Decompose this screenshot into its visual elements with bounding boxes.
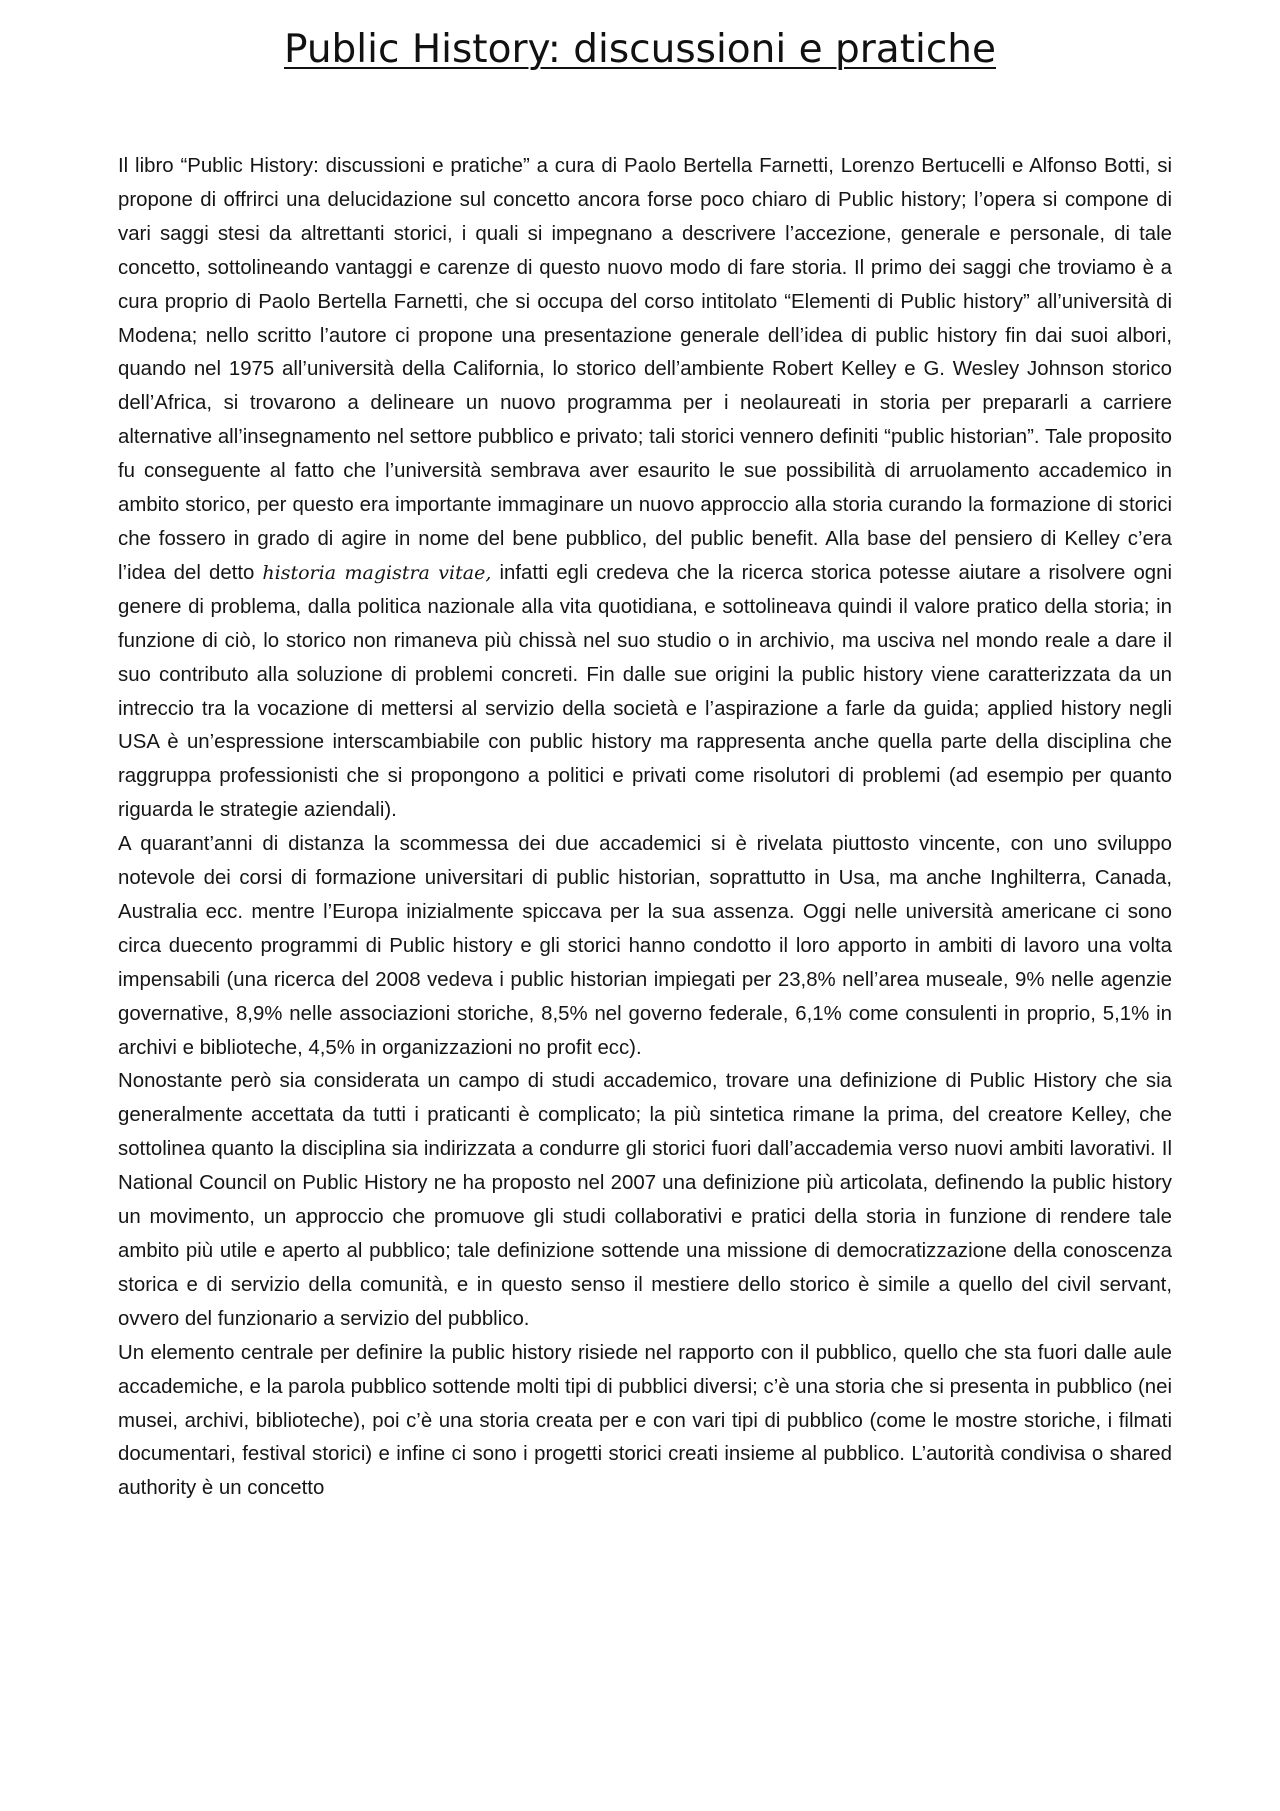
- paragraph-1-text-end: infatti egli credeva che la ricerca storica potesse aiutare a risolvere ogni genere di problema, dalla politica nazionale alla vita quotidiana, e sottolineava quindi il valore pratico della storia; in funzione di ciò, lo storico non rimaneva più chissà nel suo studio o in archivio, ma usciva nel mondo reale a dare il suo contributo alla soluzione di problemi concreti. Fin dalle sue origini la public history viene caratterizzata da un intreccio tra la vocazione di mettersi al servizio della società e l’aspirazione a farle da guida; applied history negli USA è un’espressione interscambiabile con public history ma rappresenta anche quella parte della disciplina che raggruppa professionisti che si propongono a politici e privati come risolutori di problemi (ad esempio per quanto riguarda le strategie aziendali).: [118, 561, 1172, 822]
- paragraph-1: [118, 150, 1172, 828]
- document-body: [118, 150, 1172, 1506]
- paragraph-4: Un elemento centrale per definire la public history risiede nel rapporto con il pubblico, quello che sta fuori dalle aule accademiche, e la parola pubblico sottende molti tipi di pubblici diversi; c’è una storia che si presenta in pubblico (nei musei, archivi, biblioteche), poi c’è una storia creata per e con vari tipi di pubblico (come le mostre storiche, i filmati documentari, festival storici) e infine ci sono i progetti storici creati insieme al pubblico. L’autorità condivisa o shared authority è un concetto: [118, 1341, 1172, 1500]
- paragraph-3: Nonostante però sia considerata un campo di studi accademico, trovare una definizione di Public History che sia generalmente accettata da tutti i praticanti è complicato; la più sintetica rimane la prima, del creatore Kelley, che sottolinea quanto la disciplina sia indirizzata a condurre gli storici fuori dall’accademia verso nuovi ambiti lavorativi. Il National Council on Public History ne ha proposto nel 2007 una definizione più articolata, definendo la public history un movimento, un approccio che promuove gli studi collaborativi e pratici della storia in funzione di rendere tale ambito più utile e aperto al pubblico; tale definizione sottende una missione di democratizzazione della conoscenza storica e di servizio della comunità, e in questo senso il mestiere dello storico è simile a quello del civil servant, ovvero del funzionario a servizio del pubblico.: [118, 1070, 1172, 1330]
- page-title: Public History: discussioni e pratiche: [284, 27, 996, 72]
- paragraph-2: A quarant’anni di distanza la scommessa dei due accademici si è rivelata piuttosto vincente, con uno sviluppo notevole dei corsi di formazione universitari di public historian, soprattutto in Usa, ma anche Inghilterra, Canada, Australia ecc. mentre l’Europa inizialmente spiccava per la sua assenza. Oggi nelle università americane ci sono circa duecento programmi di Public history e gli storici hanno condotto il loro apporto in ambiti di lavoro una volta impensabili (una ricerca del 2008 vedeva i public historian impiegati per 23,8% nell’area museale, 9% nelle agenzie governative, 8,9% nelle associazioni storiche, 8,5% nel governo federale, 6,1% come consulenti in proprio, 5,1% in archivi e biblioteche, 4,5% in organizzazioni no profit ecc).: [118, 833, 1172, 1059]
- paragraph-1-text-start: Il libro “Public History: discussioni e pratiche” a cura di Paolo Bertella Farnetti, Lorenzo Bertucelli e Alfonso Botti, si propone di offrirci una delucidazione sul concetto ancora forse poco chiaro di Public history; l’opera si compone di vari saggi stesi da altrettanti storici, i quali si impegnano a descrivere l’accezione, generale e personale, di tale concetto, sottolineando vantaggi e carenze di questo nuovo modo di fare storia. Il primo dei saggi che troviamo è a cura proprio di Paolo Bertella Farnetti, che si occupa del corso intitolato “Elementi di Public history” all’università di Modena; nello scritto l’autore ci propone una presentazione generale dell’idea di public history fin dai suoi albori, quando nel 1975 all’università della California, lo storico dell’ambiente Robert Kelley e G. Wesley Johnson storico dell’Africa, si trovarono a delineare un nuovo programma per i neolaureati in storia per prepararli a carriere alternative all’insegnamento nel settore pubblico e privato; tali storici vennero definiti “public historian”. Tale proposito fu conseguente al fatto che l’università sembrava aver esaurito le sue possibilità di arruolamento accademico in ambito storico, per questo era importante immaginare un nuovo approccio alla storia curando la formazione di storici che fossero in grado di agire in nome del bene pubblico, del public benefit. Alla base del pensiero di Kelley c’era l’idea del detto: [118, 155, 1172, 584]
- latin-phrase: historia magistra vitae,: [262, 561, 492, 584]
